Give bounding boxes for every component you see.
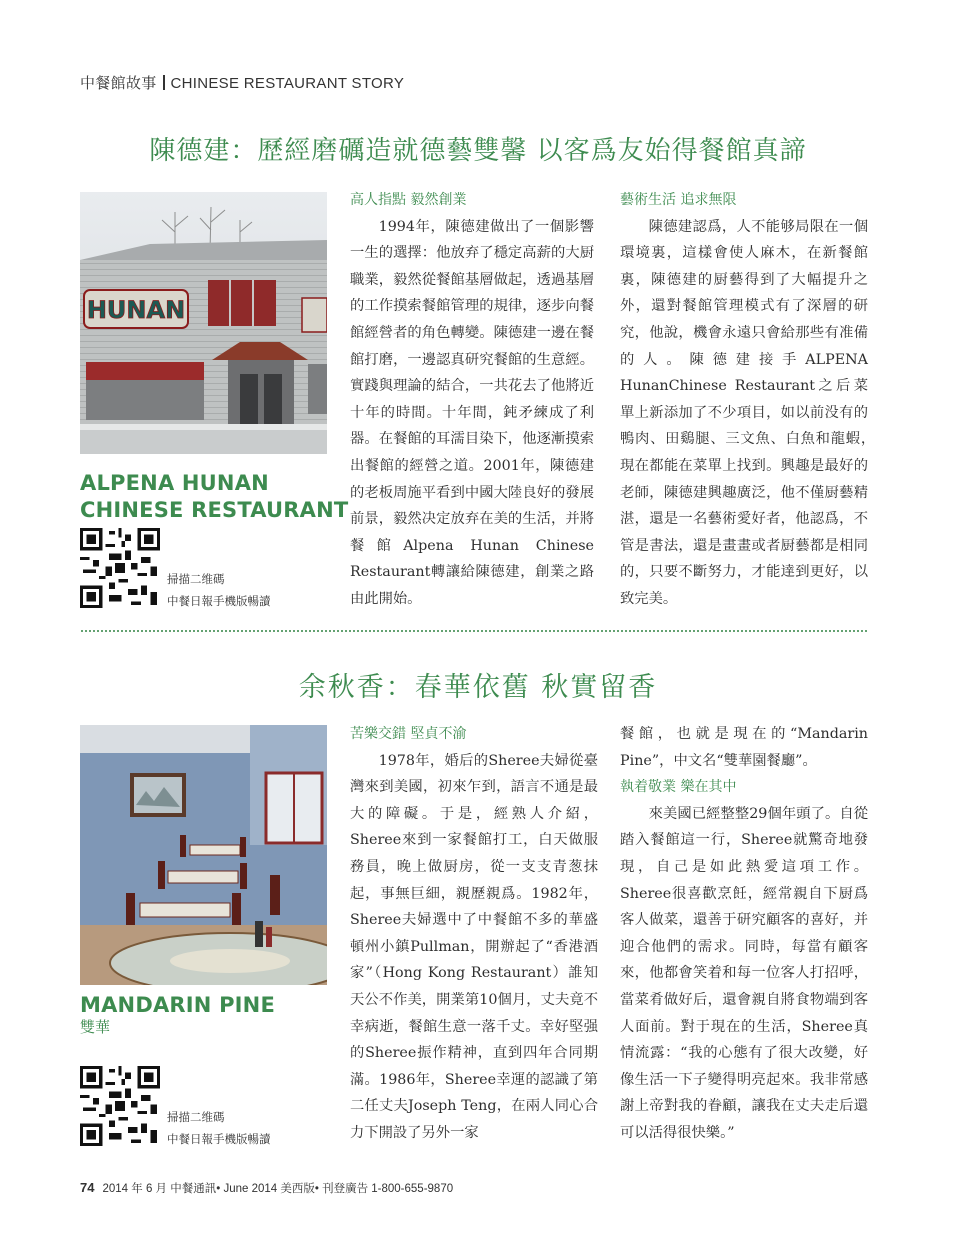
qr-caption-line1: 掃描二维碼 — [167, 572, 225, 586]
restaurant-name-line2: CHINESE RESTAURANT — [80, 498, 349, 522]
section-header-en: CHINESE RESTAURANT STORY — [170, 75, 405, 92]
section-header — [80, 72, 404, 93]
story2-column1 — [350, 721, 598, 1147]
story2-title: 余秋香：春華依舊 秋實留香 — [298, 672, 658, 703]
story2-qr-code[interactable] — [80, 1066, 160, 1146]
story1-column2 — [620, 187, 883, 613]
story2-restaurant-name: MANDARIN PINE — [80, 993, 276, 1017]
story2-col2-continuation: 餐館，也就是現在的“Mandarin Pine”，中文名“雙華園餐廳”。 — [620, 726, 868, 769]
story2-restaurant-name-cn: 雙華 — [80, 1018, 111, 1036]
qr-caption-line2: 中餐日報手機版暢讀 — [167, 1132, 271, 1146]
section-header-cn: 中餐館故事 — [80, 75, 157, 92]
story1-photo — [80, 192, 327, 454]
page-footer — [80, 1180, 453, 1196]
footer-text: 2014 年 6 月 中餐通訊• June 2014 美西版• 刊登廣告 1-800-655-9870 — [102, 1183, 454, 1195]
story2-col2-body: 來美國已經整整29個年頭了。自從踏入餐館這一行，Sheree就驚奇地發現，自己是如此熱愛這項工作。Sheree很喜歡烹飪，經常親自下厨爲客人做菜，還善于研究顧客的喜好，并迎合他們的需求。同時，每當有顧客來，他都會笑着和每一位客人打招呼，當菜肴做好后，還會親自將食物端到客人面前。對于現在的生活，Sheree真情流露：“我的心態有了很大改變，好像生活一下子變得明亮起來。我非常感謝上帝對我的眷顧，讓我在丈夫走后還可以活得很快樂。” — [620, 805, 868, 1141]
restaurant-exterior-image — [80, 192, 327, 454]
story1-qr-code[interactable] — [80, 528, 160, 608]
svg-text:HUNAN: HUNAN — [86, 296, 186, 324]
story1-title: 陳德建：歷經磨礪造就德藝雙馨 以客爲友始得餐館真諦 — [149, 136, 807, 166]
story1-col1-heading: 高人指點 毅然創業 — [350, 192, 467, 208]
story2-col1-body: 1978年，婚后的Sheree夫婦從臺灣來到美國，初來乍到，語言不通是最大的障礙。于是，經熟人介紹，Sheree來到一家餐館打工，白天做服務員，晚上做厨房，從一支支青葱抹起，事無巨細，親歷親爲。1982年，Sheree夫婦選中了中餐館不多的華盛頓州小鎮Pullman，開辦起了“香港酒家”（Hong Kong Restaurant）誰知天公不作美，開業第10個月，丈夫竟不幸病逝，餐館生意一落千丈。幸好堅强的Sheree振作精神，直到四年合同期滿。1986年，Sheree幸運的認識了第二任丈夫Joseph Teng，在兩人同心合力下開設了另外一家 — [350, 752, 598, 1141]
story2-photo — [80, 725, 327, 985]
page-number: 74 — [80, 1180, 95, 1195]
story1-restaurant-name — [80, 470, 348, 524]
header-divider — [163, 75, 165, 90]
story1-col2-heading: 藝術生活 追求無限 — [620, 192, 737, 208]
dining-room-image — [80, 725, 327, 985]
story2-column2 — [620, 721, 868, 1147]
dotted-divider — [80, 629, 868, 633]
qr-caption-line2: 中餐日報手機版暢讀 — [167, 594, 271, 608]
story1-col1-body: 1994年，陳德建做出了一個影響一生的選擇：他放弃了穩定高薪的大厨職業，毅然從餐館基層做起，透過基層的工作摸索餐館管理的規律，逐步向餐館經營者的角色轉變。陳德建一邊在餐館打磨，一邊認真研究餐館的生意經。實踐與理論的結合，一共花去了他將近十年的時間。十年間，鈍矛練成了利器。在餐館的耳濡目染下，他逐漸摸索出餐館的經營之道。2001年，陳德建的老板周施平看到中國大陸良好的發展前景，毅然决定放弃在美的生活，并將餐館Alpena Hunan Chinese Restaurant轉讓給陳德建，創業之路由此開始。 — [350, 218, 594, 607]
story2-col1-heading: 苦樂交錯 堅貞不渝 — [350, 726, 467, 742]
story2-qr-caption — [167, 1106, 271, 1150]
story2-col2-heading: 執着敬業 樂在其中 — [620, 779, 737, 796]
qr-caption-line1: 掃描二维碼 — [167, 1110, 225, 1124]
story1-qr-caption — [167, 568, 271, 612]
restaurant-name-line1: ALPENA HUNAN — [80, 471, 269, 495]
story1-column1 — [350, 187, 594, 613]
story1-col2-body: 陳德建認爲，人不能够局限在一個環境裏，這樣會使人麻木，在新餐館裏，陳德建的厨藝得到了大幅提升之外，還對餐館管理模式有了深層的研究，他說，機會永遠只會給那些有准備的人。陳德建接手ALPENA HunanChinese Restaurant之后菜單上新添加了不少項目，如以前没有的鴨肉、田鷄腿、三文魚、白魚和龍蝦， 現在都能在菜單上找到。興趣是最好的老師，陳德建興趣廣泛，他不僅厨藝精湛，還是一名藝術愛好者，他認爲，不管是書法，還是畫畫或者厨藝都是相同的，只要不斷努力，才能達到更好，以致完美。 — [620, 218, 883, 607]
